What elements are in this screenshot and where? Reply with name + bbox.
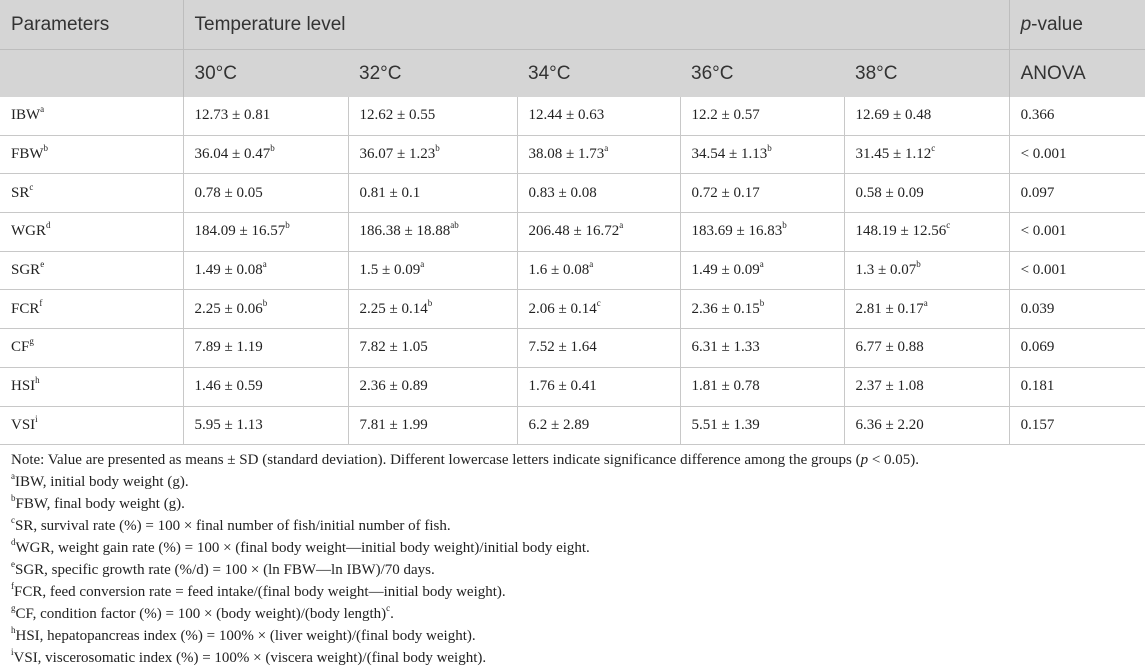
significance-letter: ab [450, 220, 459, 231]
param-footnote-mark: c [29, 181, 34, 192]
param-footnote-mark: g [29, 336, 34, 347]
value-cell [844, 97, 1009, 135]
value-text: 2.06 ± 0.14 [528, 300, 597, 317]
value-text: 12.44 ± 0.63 [528, 107, 605, 124]
value-text: 6.77 ± 0.88 [855, 339, 924, 356]
value-text: 2.36 ± 0.89 [359, 378, 428, 395]
value-text: 0.81 ± 0.1 [359, 184, 421, 201]
param-footnote-mark: i [35, 413, 38, 424]
value-cell [517, 174, 680, 213]
footnote-text: HSI, hepatopancreas index (%) = 100% × (liver weight)/(final body weight). [15, 628, 476, 644]
footnote-text: SGR, specific growth rate (%/d) = 100 × (ln FBW—ln IBW)/70 days. [15, 562, 435, 578]
footnote-text: CF, condition factor (%) = 100 × (body weight)/(body length) [15, 606, 387, 622]
value-cell [517, 97, 680, 135]
value-cell [183, 213, 348, 252]
param-name: FBW [11, 146, 44, 163]
value-cell [348, 251, 517, 290]
footnote-mark: e [11, 559, 15, 569]
table-row [0, 251, 1145, 290]
param-name: FCR [11, 300, 40, 317]
significance-letter: c [931, 143, 936, 154]
param-cell [0, 135, 183, 174]
header-temp: 38°C [844, 50, 1009, 98]
value-text: 7.81 ± 1.99 [359, 416, 428, 433]
note-italic: p [860, 452, 869, 468]
significance-letter: b [262, 297, 268, 308]
value-text: 1.6 ± 0.08 [528, 262, 590, 279]
value-cell [348, 290, 517, 329]
value-text: 1.76 ± 0.41 [528, 378, 597, 395]
p-value-cell: 0.181 [1009, 367, 1145, 406]
significance-letter: b [759, 297, 765, 308]
value-cell [348, 367, 517, 406]
significance-letter: a [619, 220, 624, 231]
header-p-value [1009, 0, 1145, 50]
value-text: 2.25 ± 0.06 [194, 300, 263, 317]
value-cell [348, 329, 517, 368]
value-text: 6.36 ± 2.20 [855, 416, 924, 433]
significance-letter: a [420, 259, 425, 270]
value-cell [680, 406, 844, 445]
value-cell [680, 290, 844, 329]
value-cell [680, 213, 844, 252]
value-text: 0.83 ± 0.08 [528, 184, 597, 201]
value-cell [348, 174, 517, 213]
table-notes [11, 449, 1131, 669]
value-cell [348, 97, 517, 135]
p-value-cell: 0.039 [1009, 290, 1145, 329]
footnote-text: FBW, final body weight (g). [15, 496, 185, 512]
value-cell [844, 174, 1009, 213]
value-text: 0.78 ± 0.05 [194, 184, 263, 201]
value-text: 36.04 ± 0.47 [194, 146, 271, 163]
value-text: 34.54 ± 1.13 [691, 146, 768, 163]
value-cell [680, 329, 844, 368]
footnote-text: FCR, feed conversion rate = feed intake/(final body weight—initial body weight). [14, 584, 506, 600]
value-cell [517, 135, 680, 174]
table-row [0, 135, 1145, 174]
param-name: HSI [11, 378, 36, 395]
value-text: 12.69 ± 0.48 [855, 107, 932, 124]
value-text: 12.2 ± 0.57 [691, 107, 760, 124]
param-cell [0, 406, 183, 445]
footnote [11, 537, 1131, 559]
footnote-text: SR, survival rate (%) = 100 × final number of fish/initial number of fish. [15, 518, 451, 534]
param-footnote-mark: a [40, 104, 45, 115]
footnote-mark: a [11, 471, 15, 481]
value-cell [517, 406, 680, 445]
footnote-mark: c [11, 515, 15, 525]
header-blank [0, 50, 183, 98]
footnote-text: VSI, viscerosomatic index (%) = 100% × (viscera weight)/(final body weight). [13, 650, 487, 666]
value-cell [183, 406, 348, 445]
value-text: 38.08 ± 1.73 [528, 146, 605, 163]
footnote [11, 647, 1131, 669]
value-text: 1.81 ± 0.78 [691, 378, 760, 395]
value-cell [844, 290, 1009, 329]
value-cell [680, 251, 844, 290]
header-temp: 32°C [348, 50, 517, 98]
value-cell [844, 251, 1009, 290]
value-text: 1.46 ± 0.59 [194, 378, 263, 395]
value-cell [183, 329, 348, 368]
value-text: 36.07 ± 1.23 [359, 146, 436, 163]
p-value-rest: -value [1031, 13, 1083, 35]
significance-letter: b [767, 143, 772, 154]
footnote [11, 603, 1131, 625]
param-cell [0, 213, 183, 252]
footnote-mark: g [11, 603, 16, 613]
value-text: 2.36 ± 0.15 [691, 300, 760, 317]
value-text: 0.58 ± 0.09 [855, 184, 924, 201]
value-text: 2.81 ± 0.17 [855, 300, 924, 317]
table-row [0, 406, 1145, 445]
value-cell [680, 135, 844, 174]
footnote-text: WGR, weight gain rate (%) = 100 × (final body weight—initial body weight)/initial body eight. [15, 540, 590, 556]
footnote-superscript: c [386, 603, 391, 613]
p-value-cell: < 0.001 [1009, 135, 1145, 174]
footnote-tail: . [390, 606, 394, 622]
value-text: 7.82 ± 1.05 [359, 339, 428, 356]
table-body [0, 97, 1145, 445]
value-text: 186.38 ± 18.88 [359, 223, 451, 240]
footnote-mark: b [11, 493, 16, 503]
value-cell [844, 367, 1009, 406]
param-footnote-mark: b [43, 143, 49, 154]
p-italic: p [1020, 13, 1032, 35]
param-cell [0, 367, 183, 406]
value-cell [183, 97, 348, 135]
footnote-text: IBW, initial body weight (g). [15, 474, 189, 490]
header-temperature-level: Temperature level [183, 0, 1009, 50]
value-cell [680, 174, 844, 213]
value-cell [844, 213, 1009, 252]
table-row [0, 213, 1145, 252]
significance-letter: b [916, 259, 921, 270]
param-cell [0, 290, 183, 329]
value-text: 1.3 ± 0.07 [855, 262, 917, 279]
p-value-cell: 0.069 [1009, 329, 1145, 368]
value-text: 7.89 ± 1.19 [194, 339, 263, 356]
param-footnote-mark: e [40, 259, 45, 270]
value-cell [517, 329, 680, 368]
value-text: 2.25 ± 0.14 [359, 300, 428, 317]
note-text: < 0.05). [868, 452, 920, 468]
p-value-cell: < 0.001 [1009, 213, 1145, 252]
table-row [0, 290, 1145, 329]
table-row [0, 367, 1145, 406]
param-name: VSI [11, 416, 36, 433]
header-temp: 34°C [517, 50, 680, 98]
value-text: 2.37 ± 1.08 [855, 378, 924, 395]
significance-letter: a [262, 259, 267, 270]
significance-letter: a [923, 297, 928, 308]
param-cell [0, 251, 183, 290]
value-cell [517, 251, 680, 290]
value-cell [844, 406, 1009, 445]
param-footnote-mark: d [46, 220, 51, 231]
value-cell [183, 290, 348, 329]
value-cell [348, 213, 517, 252]
significance-letter: b [285, 220, 290, 231]
param-footnote-mark: h [35, 375, 40, 386]
footnote-mark: f [11, 581, 14, 591]
value-cell [183, 367, 348, 406]
value-text: 7.52 ± 1.64 [528, 339, 597, 356]
significance-letter: a [759, 259, 764, 270]
p-value-cell: 0.097 [1009, 174, 1145, 213]
significance-letter: a [589, 259, 594, 270]
param-name: SGR [11, 262, 41, 279]
header-temp: 36°C [680, 50, 844, 98]
footnote-list [11, 471, 1131, 669]
value-text: 12.62 ± 0.55 [359, 107, 436, 124]
value-text: 6.2 ± 2.89 [528, 416, 590, 433]
value-cell [517, 213, 680, 252]
param-name: WGR [11, 223, 46, 240]
table-row [0, 97, 1145, 135]
value-text: 184.09 ± 16.57 [194, 223, 286, 240]
value-text: 183.69 ± 16.83 [691, 223, 783, 240]
significance-letter: b [435, 143, 440, 154]
value-cell [348, 135, 517, 174]
param-cell [0, 174, 183, 213]
value-cell [517, 367, 680, 406]
footnote-mark: d [11, 537, 16, 547]
value-cell [844, 135, 1009, 174]
param-cell [0, 329, 183, 368]
p-value-cell: 0.366 [1009, 97, 1145, 135]
value-text: 1.49 ± 0.08 [194, 262, 263, 279]
footnote [11, 625, 1131, 647]
value-text: 6.31 ± 1.33 [691, 339, 760, 356]
p-value-cell: < 0.001 [1009, 251, 1145, 290]
footnote [11, 581, 1131, 603]
value-text: 1.49 ± 0.09 [691, 262, 760, 279]
footnote-mark: i [11, 647, 14, 657]
value-cell [348, 406, 517, 445]
note-text: Note: Value are presented as means ± SD (standard deviation). Different lowercase letters indicate significance difference among the groups ( [11, 452, 861, 468]
param-name: IBW [11, 107, 41, 124]
value-cell [844, 329, 1009, 368]
significance-letter: c [946, 220, 951, 231]
value-text: 0.72 ± 0.17 [691, 184, 760, 201]
header-anova: ANOVA [1009, 50, 1145, 98]
value-text: 148.19 ± 12.56 [855, 223, 947, 240]
param-footnote-mark: f [39, 297, 43, 308]
footnote [11, 493, 1131, 515]
value-text: 31.45 ± 1.12 [855, 146, 932, 163]
value-cell [183, 174, 348, 213]
significance-letter: b [782, 220, 787, 231]
footnote-mark: h [11, 625, 16, 635]
value-cell [680, 97, 844, 135]
footnote [11, 515, 1131, 537]
significance-letter: c [596, 297, 601, 308]
param-cell [0, 97, 183, 135]
header-parameters: Parameters [0, 0, 183, 50]
param-name: CF [11, 339, 30, 356]
note-main [11, 449, 1131, 471]
significance-letter: b [270, 143, 275, 154]
table-row [0, 174, 1145, 213]
footnote [11, 471, 1131, 493]
value-text: 206.48 ± 16.72 [528, 223, 620, 240]
significance-letter: b [427, 297, 433, 308]
param-name: SR [11, 184, 30, 201]
value-cell [680, 367, 844, 406]
value-cell [517, 290, 680, 329]
p-value-cell: 0.157 [1009, 406, 1145, 445]
value-text: 12.73 ± 0.81 [194, 107, 271, 124]
value-cell [183, 251, 348, 290]
table-row [0, 329, 1145, 368]
header-temp: 30°C [183, 50, 348, 98]
significance-letter: a [604, 143, 609, 154]
value-text: 5.95 ± 1.13 [194, 416, 263, 433]
value-text: 5.51 ± 1.39 [691, 416, 760, 433]
value-cell [183, 135, 348, 174]
footnote [11, 559, 1131, 581]
value-text: 1.5 ± 0.09 [359, 262, 421, 279]
